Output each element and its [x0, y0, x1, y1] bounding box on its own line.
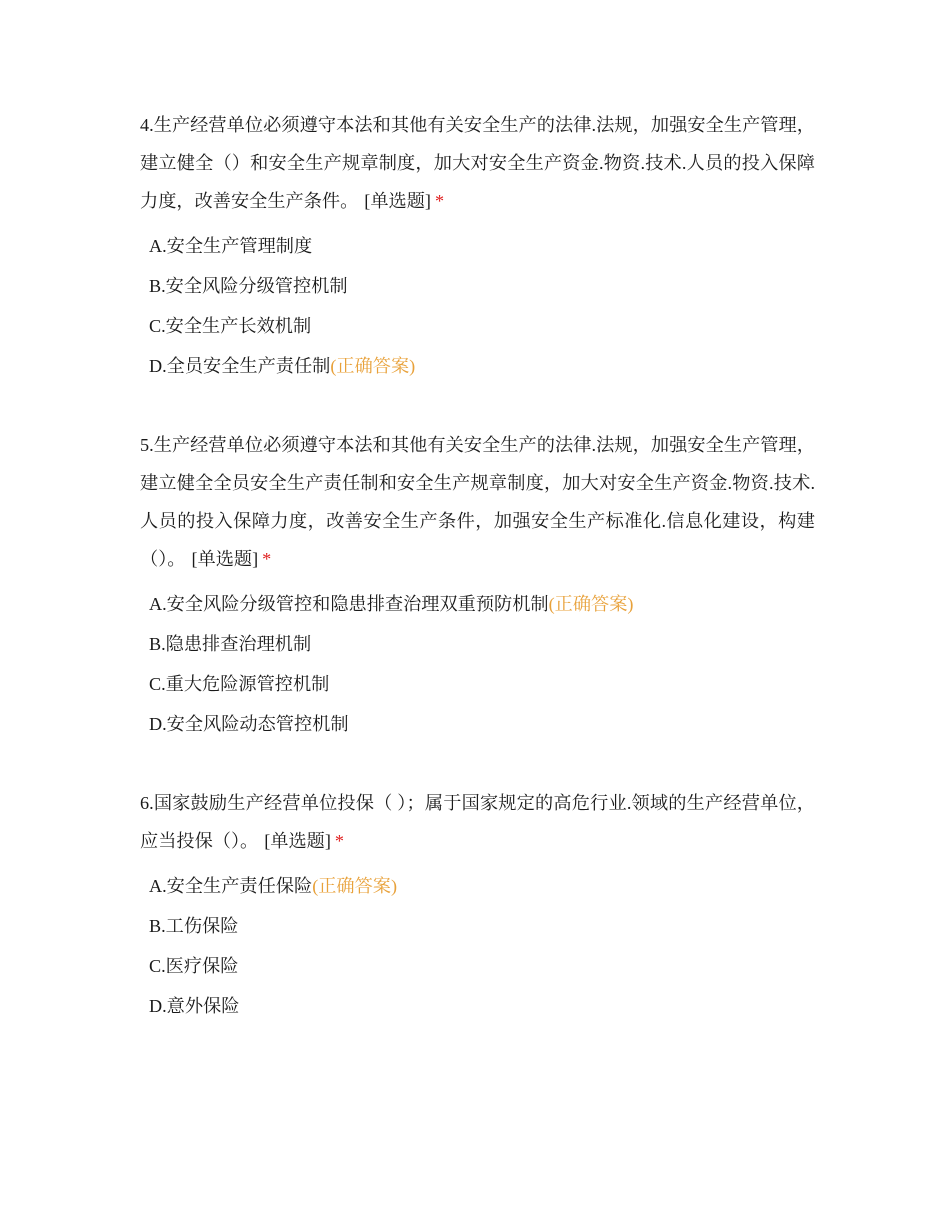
required-mark: *	[262, 549, 272, 569]
option-a[interactable]	[149, 226, 815, 266]
required-mark: *	[334, 831, 344, 851]
option-label: B.隐患排查治理机制	[149, 634, 312, 654]
option-a[interactable]	[149, 584, 815, 624]
option-label: C.重大危险源管控机制	[149, 674, 330, 694]
option-label: A.安全风险分级管控和隐患排查治理双重预防机制	[149, 594, 549, 614]
option-b[interactable]	[149, 624, 815, 664]
option-list	[149, 866, 815, 1026]
question-stem: 5.生产经营单位必须遵守本法和其他有关安全生产的法律.法规，加强安全生产管理，建立健全全员安全生产责任制和安全生产规章制度，加大对安全生产资金.物资.技术.人员的投入保障力度，改善安全生产条件，加强安全生产标准化.信息化建设，构建（）。	[140, 435, 815, 569]
question-stem: 6.国家鼓励生产经营单位投保（ ）；属于国家规定的高危行业.领域的生产经营单位，应当投保（）。	[140, 793, 815, 851]
question-type-label: [单选题]	[191, 549, 259, 569]
option-label: A.安全生产管理制度	[149, 236, 313, 256]
required-mark: *	[434, 191, 445, 211]
option-c[interactable]	[149, 306, 815, 346]
question-text	[140, 106, 815, 220]
option-c[interactable]	[149, 946, 815, 986]
option-label: B.工伤保险	[149, 916, 239, 936]
option-d[interactable]	[149, 704, 815, 744]
question-6	[140, 784, 815, 1026]
option-label: D.意外保险	[149, 996, 240, 1016]
option-label: B.安全风险分级管控机制	[149, 276, 348, 296]
question-text	[140, 426, 815, 578]
question-5	[140, 426, 815, 744]
option-b[interactable]	[149, 906, 815, 946]
question-4	[140, 106, 815, 386]
option-label: D.全员安全生产责任制	[149, 356, 331, 376]
option-list	[149, 226, 815, 386]
correct-answer-note: (正确答案)	[312, 876, 398, 896]
option-label: A.安全生产责任保险	[149, 876, 313, 896]
question-type-label: [单选题]	[364, 191, 431, 211]
option-b[interactable]	[149, 266, 815, 306]
option-a[interactable]	[149, 866, 815, 906]
option-d[interactable]	[149, 986, 815, 1026]
question-list	[140, 106, 815, 1066]
option-c[interactable]	[149, 664, 815, 704]
option-label: D.安全风险动态管控机制	[149, 714, 349, 734]
question-stem: 4.生产经营单位必须遵守本法和其他有关安全生产的法律.法规，加强安全生产管理，建立健全（）和安全生产规章制度，加大对安全生产资金.物资.技术.人员的投入保障力度，改善安全生产条件。	[140, 115, 815, 211]
question-type-label: [单选题]	[264, 831, 331, 851]
option-label: C.医疗保险	[149, 956, 239, 976]
correct-answer-note: (正确答案)	[548, 594, 634, 614]
option-label: C.安全生产长效机制	[149, 316, 312, 336]
option-list	[149, 584, 815, 744]
correct-answer-note: (正确答案)	[330, 356, 416, 376]
option-d[interactable]	[149, 346, 815, 386]
question-text	[140, 784, 815, 860]
